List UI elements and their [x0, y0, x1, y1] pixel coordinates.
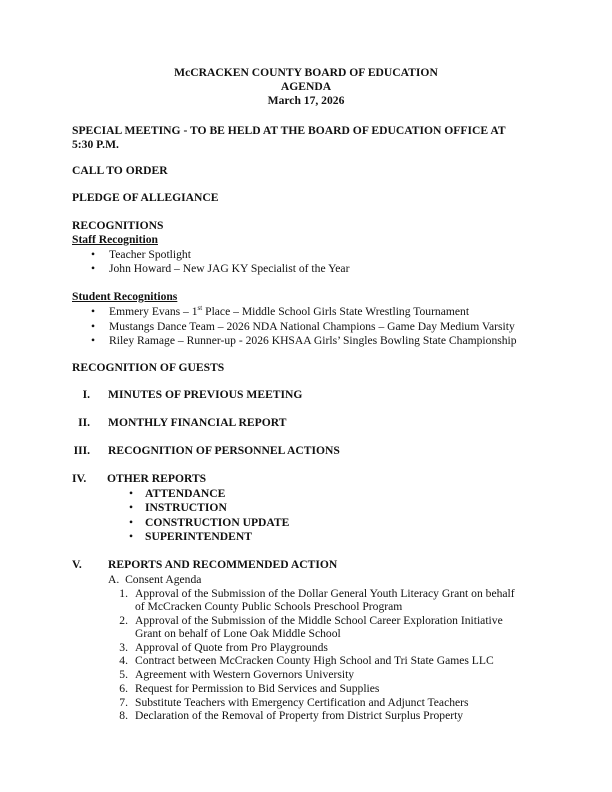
bullet-icon: •: [91, 262, 96, 275]
section-title-minutes: MINUTES OF PREVIOUS MEETING: [108, 388, 303, 401]
consent-item: Request for Permission to Bid Services and Supplies: [135, 682, 380, 695]
report-item: INSTRUCTION: [145, 501, 227, 514]
section-number: III.: [73, 444, 90, 457]
consent-item-number: 7.: [119, 696, 128, 709]
report-item: ATTENDANCE: [145, 487, 226, 500]
consent-item-number: 5.: [119, 668, 128, 681]
call-to-order: CALL TO ORDER: [72, 164, 168, 177]
consent-item: Approval of Quote from Pro Playgrounds: [135, 641, 328, 654]
consent-item: Approval of the Submission of the Dollar General Youth Literacy Grant on behalf: [135, 587, 515, 600]
recognitions-heading: RECOGNITIONS: [72, 219, 164, 232]
bullet-icon: •: [91, 334, 96, 347]
bullet-icon: •: [91, 320, 96, 333]
consent-item-number: 2.: [119, 614, 128, 627]
bullet-icon: •: [91, 248, 96, 261]
section-number: II.: [78, 416, 90, 429]
consent-item-continued: of McCracken County Public Schools Preschool Program: [135, 600, 403, 613]
consent-item-number: 1.: [119, 587, 128, 600]
section-number: I.: [82, 388, 90, 401]
consent-item: Declaration of the Removal of Property from District Surplus Property: [135, 709, 464, 722]
section-number: V.: [72, 558, 82, 571]
special-meeting-line2: 5:30 P.M.: [72, 138, 119, 151]
staff-item: John Howard – New JAG KY Specialist of the Year: [109, 262, 350, 275]
bullet-icon: •: [129, 501, 134, 514]
student-item: Riley Ramage – Runner-up - 2026 KHSAA Girls’ Singles Bowling State Championship: [109, 334, 517, 347]
special-meeting-line1: SPECIAL MEETING - TO BE HELD AT THE BOARD OF EDUCATION OFFICE AT: [72, 124, 506, 137]
student-recognitions-heading: Student Recognitions: [72, 290, 178, 303]
student-item-text: Place – Middle School Girls State Wrestling Tournament: [202, 305, 470, 318]
bullet-icon: •: [91, 305, 96, 318]
consent-item-number: 3.: [119, 641, 128, 654]
section-title-financial: MONTHLY FINANCIAL REPORT: [108, 416, 287, 429]
pledge-of-allegiance: PLEDGE OF ALLEGIANCE: [72, 191, 219, 204]
consent-item-number: 8.: [119, 709, 128, 722]
consent-item: Contract between McCracken County High School and Tri State Games LLC: [135, 654, 494, 667]
bullet-icon: •: [129, 530, 134, 543]
bullet-icon: •: [129, 487, 134, 500]
staff-recognition-heading: Staff Recognition: [72, 233, 158, 246]
bullet-icon: •: [129, 516, 134, 529]
consent-item-continued: Grant on behalf of Lone Oak Middle School: [135, 627, 341, 640]
section-number: IV.: [72, 472, 87, 485]
consent-agenda-heading: A. Consent Agenda: [108, 573, 202, 586]
staff-item: Teacher Spotlight: [109, 248, 191, 261]
consent-item: Approval of the Submission of the Middle School Career Exploration Initiative: [135, 614, 503, 627]
section-title-personnel: RECOGNITION OF PERSONNEL ACTIONS: [108, 444, 340, 457]
board-name: McCRACKEN COUNTY BOARD OF EDUCATION: [174, 66, 438, 79]
consent-item: Substitute Teachers with Emergency Certification and Adjunct Teachers: [135, 696, 469, 709]
student-item: [109, 305, 469, 319]
ordinal-suffix: st: [197, 304, 203, 313]
consent-item: Agreement with Western Governors University: [135, 668, 355, 681]
report-item: SUPERINTENDENT: [145, 530, 252, 543]
meeting-date: March 17, 2026: [267, 94, 345, 107]
section-title-reports-action: REPORTS AND RECOMMENDED ACTION: [108, 558, 338, 571]
section-title-other-reports: OTHER REPORTS: [107, 472, 207, 485]
recognition-of-guests: RECOGNITION OF GUESTS: [72, 361, 225, 374]
student-item-text: Emmery Evans – 1: [109, 305, 198, 318]
report-item: CONSTRUCTION UPDATE: [145, 516, 290, 529]
consent-item-number: 6.: [119, 682, 128, 695]
student-item: Mustangs Dance Team – 2026 NDA National Champions – Game Day Medium Varsity: [109, 320, 515, 333]
agenda-title: AGENDA: [280, 80, 332, 93]
consent-item-number: 4.: [119, 654, 128, 667]
